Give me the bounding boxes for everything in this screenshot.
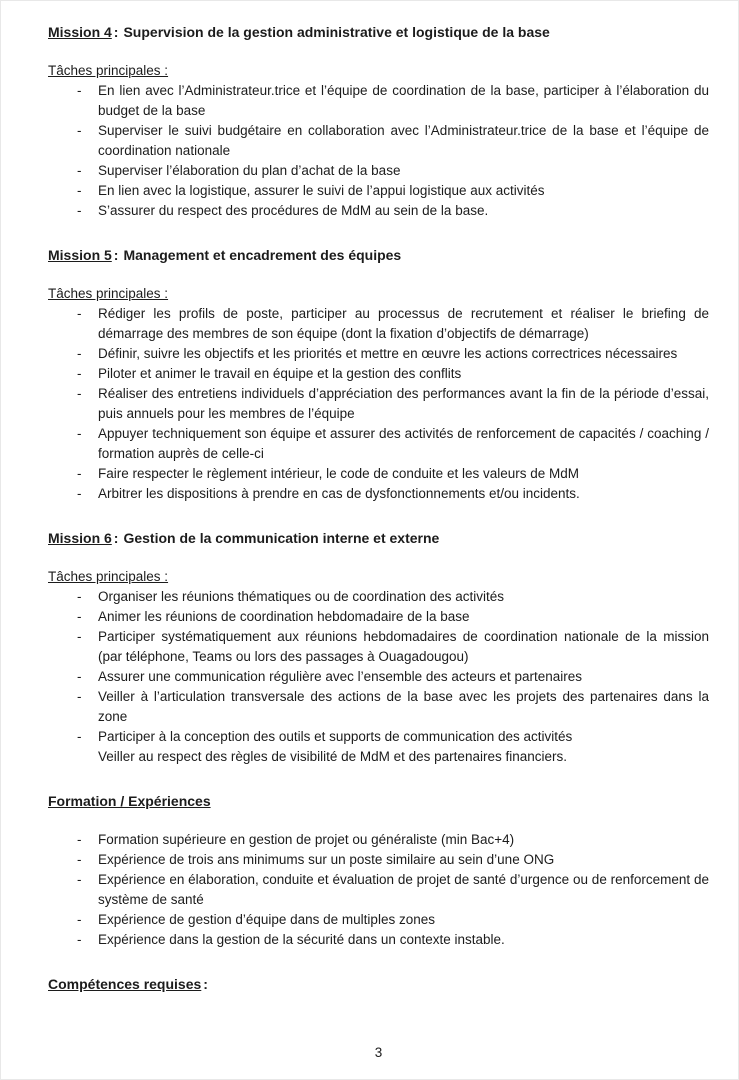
mission-4-label: Mission 4 — [48, 24, 112, 40]
bullet-marker: - — [77, 589, 82, 604]
task-text: Animer les réunions de coordination hebdomadaire de la base — [98, 609, 470, 624]
task-item — [48, 384, 709, 424]
mission-5-task-list — [48, 304, 709, 504]
task-item — [48, 364, 709, 384]
bullet-marker: - — [77, 366, 82, 381]
formation-heading-label: Formation / Expériences — [48, 793, 211, 809]
task-text: Réaliser des entretiens individuels d’appréciation des performances avant la fin de la période d’essai, puis annuels pour les membres de l’équipe — [98, 386, 709, 421]
task-text: Piloter et animer le travail en équipe et la gestion des conflits — [98, 366, 462, 381]
task-text: Rédiger les profils de poste, participer au processus de recrutement et réaliser le briefing de démarrage des membres de son équipe (dont la fixation d’objectifs de démarrage) — [98, 306, 709, 341]
competences-heading — [48, 974, 709, 994]
bullet-marker: - — [77, 466, 82, 481]
mission-6-title: Gestion de la communication interne et externe — [123, 530, 440, 546]
task-item — [48, 201, 709, 221]
task-item — [48, 121, 709, 161]
bullet-marker: - — [77, 83, 82, 98]
section-mission-4 — [48, 22, 709, 221]
competences-heading-label: Compétences requises — [48, 976, 202, 992]
bullet-marker: - — [77, 669, 82, 684]
task-item — [48, 81, 709, 121]
mission-4-heading — [48, 22, 709, 42]
task-text: Superviser le suivi budgétaire en collaboration avec l’Administrateur.trice de la base et l’équipe de coordination nationale — [98, 123, 709, 158]
task-item — [48, 727, 709, 767]
task-text: Expérience dans la gestion de la sécurité dans un contexte instable. — [98, 932, 505, 947]
mission-4-task-list — [48, 81, 709, 221]
mission-5-title: Management et encadrement des équipes — [123, 247, 402, 263]
section-formation-experiences — [48, 791, 709, 950]
bullet-marker: - — [77, 203, 82, 218]
heading-colon: : — [113, 24, 119, 40]
task-item — [48, 830, 709, 850]
task-item — [48, 687, 709, 727]
bullet-marker: - — [77, 832, 82, 847]
heading-colon: : — [113, 530, 119, 546]
bullet-marker: - — [77, 426, 82, 441]
task-text: Appuyer techniquement son équipe et assurer des activités de renforcement de capacités / coaching / formation auprès de celle-ci — [98, 426, 709, 461]
task-text: Faire respecter le règlement intérieur, le code de conduite et les valeurs de MdM — [98, 466, 579, 481]
formation-list — [48, 830, 709, 950]
task-text: Expérience de trois ans minimums sur un poste similaire au sein d’une ONG — [98, 852, 555, 867]
mission-5-label: Mission 5 — [48, 247, 112, 263]
bullet-marker: - — [77, 609, 82, 624]
tasks-heading: Tâches principales : — [48, 63, 169, 78]
mission-5-heading — [48, 245, 709, 265]
task-text: Participer systématiquement aux réunions hebdomadaires de coordination nationale de la mission (par téléphone, Teams ou lors des passages à Ouagadougou) — [98, 629, 709, 664]
task-text: Expérience de gestion d’équipe dans de multiples zones — [98, 912, 435, 927]
bullet-marker: - — [77, 486, 82, 501]
task-item — [48, 627, 709, 667]
task-item — [48, 464, 709, 484]
task-item — [48, 587, 709, 607]
task-item — [48, 304, 709, 344]
task-item — [48, 484, 709, 504]
task-item — [48, 424, 709, 464]
task-text: Organiser les réunions thématiques ou de coordination des activités — [98, 589, 504, 604]
task-item — [48, 667, 709, 687]
task-item — [48, 870, 709, 910]
task-item — [48, 910, 709, 930]
section-competences-requises — [48, 974, 709, 994]
task-text: Expérience en élaboration, conduite et évaluation de projet de santé d’urgence ou de renforcement de système de santé — [98, 872, 709, 907]
task-text: Arbitrer les dispositions à prendre en cas de dysfonctionnements et/ou incidents. — [98, 486, 580, 501]
heading-colon: : — [113, 247, 119, 263]
bullet-marker: - — [77, 629, 82, 644]
task-text-continuation: Veiller au respect des règles de visibilité de MdM et des partenaires financiers. — [98, 749, 567, 764]
task-item — [48, 930, 709, 950]
task-text: Participer à la conception des outils et supports de communication des activités — [98, 729, 573, 744]
bullet-marker: - — [77, 912, 82, 927]
section-mission-5 — [48, 245, 709, 504]
task-item — [48, 181, 709, 201]
task-text: En lien avec l’Administrateur.trice et l’équipe de coordination de la base, participer à l’élaboration du budget de la base — [98, 83, 709, 118]
mission-4-title: Supervision de la gestion administrative et logistique de la base — [123, 24, 550, 40]
bullet-marker: - — [77, 183, 82, 198]
task-item — [48, 850, 709, 870]
task-text: Assurer une communication régulière avec l’ensemble des acteurs et partenaires — [98, 669, 582, 684]
bullet-marker: - — [77, 306, 82, 321]
heading-colon: : — [203, 976, 208, 992]
bullet-marker: - — [77, 872, 82, 887]
task-text: En lien avec la logistique, assurer le suivi de l’appui logistique aux activités — [98, 183, 545, 198]
bullet-marker: - — [77, 163, 82, 178]
task-text: Veiller à l’articulation transversale des actions de la base avec les projets des partenaires dans la zone — [98, 689, 709, 724]
task-text: Définir, suivre les objectifs et les priorités et mettre en œuvre les actions correctrices nécessaires — [98, 346, 678, 361]
mission-6-task-list — [48, 587, 709, 767]
page-number: 3 — [374, 1045, 383, 1060]
bullet-marker: - — [77, 346, 82, 361]
task-text: Formation supérieure en gestion de projet ou généraliste (min Bac+4) — [98, 832, 515, 847]
bullet-marker: - — [77, 932, 82, 947]
bullet-marker: - — [77, 386, 82, 401]
formation-heading — [48, 791, 709, 811]
tasks-heading: Tâches principales : — [48, 286, 169, 301]
mission-6-heading — [48, 528, 709, 548]
task-text: S’assurer du respect des procédures de MdM au sein de la base. — [98, 203, 489, 218]
tasks-heading: Tâches principales : — [48, 569, 169, 584]
task-item — [48, 607, 709, 627]
task-text: Superviser l’élaboration du plan d’achat de la base — [98, 163, 401, 178]
bullet-marker: - — [77, 852, 82, 867]
task-item — [48, 161, 709, 181]
bullet-marker: - — [77, 689, 82, 704]
bullet-marker: - — [77, 123, 82, 138]
mission-6-label: Mission 6 — [48, 530, 112, 546]
task-item — [48, 344, 709, 364]
bullet-marker: - — [77, 729, 82, 744]
section-mission-6 — [48, 528, 709, 767]
